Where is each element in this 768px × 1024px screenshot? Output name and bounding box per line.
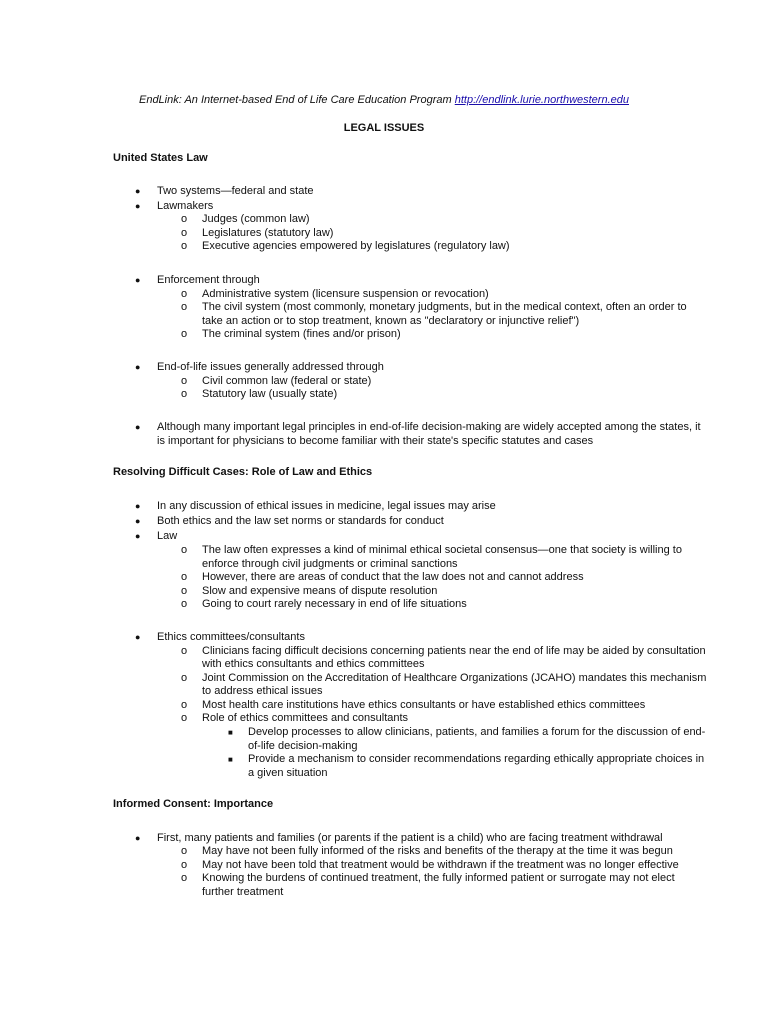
- list-item: First, many patients and families (or parents if the patient is a child) who are facing treatment withdrawal: [157, 832, 663, 844]
- sub-list-item: The criminal system (fines and/or prison): [202, 328, 401, 340]
- sub-list-item-continuation: take an action or to stop treatment, known as "declaratory or injunctive relief"): [202, 315, 580, 327]
- list-item: Although many important legal principles in end-of-life decision-making are widely accepted among the states, it: [157, 421, 701, 433]
- sub-bullet-marker: o: [181, 328, 188, 340]
- sub-list-item: Going to court rarely necessary in end of life situations: [202, 598, 467, 610]
- list-item: Law: [157, 530, 178, 542]
- sub-list-item: Statutory law (usually state): [202, 388, 338, 400]
- list-item: Two systems—federal and state: [157, 185, 314, 197]
- bullet-marker: ●: [135, 833, 141, 843]
- sub-list-item-continuation: with ethics consultants and ethics committees: [202, 658, 425, 670]
- square-bullet-marker: ■: [228, 728, 233, 737]
- list-item: In any discussion of ethical issues in medicine, legal issues may arise: [157, 500, 496, 512]
- sub-bullet-marker: o: [181, 375, 188, 387]
- sub-bullet-marker: o: [181, 712, 188, 724]
- sub-bullet-marker: o: [181, 645, 188, 657]
- sub-list-item: Joint Commission on the Accreditation of Healthcare Organizations (JCAHO) mandates this mechanism: [202, 672, 707, 684]
- bullet-marker: ●: [135, 501, 141, 511]
- sub-list-item-continuation: further treatment: [202, 886, 284, 898]
- sub-list-item-continuation: to address ethical issues: [202, 685, 323, 697]
- sub-bullet-marker: o: [181, 699, 188, 711]
- sub-bullet-marker: o: [181, 672, 188, 684]
- sub-bullet-marker: o: [181, 240, 188, 252]
- section-heading: Resolving Difficult Cases: Role of Law and Ethics: [113, 466, 373, 478]
- bullet-marker: ●: [135, 362, 141, 372]
- bullet-marker: ●: [135, 422, 141, 432]
- list-item: End-of-life issues generally addressed through: [157, 361, 384, 373]
- sub-bullet-marker: o: [181, 872, 188, 884]
- sub-list-item: May have not been fully informed of the risks and benefits of the therapy at the time it was begun: [202, 845, 673, 857]
- bullet-marker: ●: [135, 201, 141, 211]
- subsub-list-item: Provide a mechanism to consider recommendations regarding ethically appropriate choices in: [248, 753, 705, 765]
- list-item: Both ethics and the law set norms or standards for conduct: [157, 515, 444, 527]
- sub-list-item: May not have been told that treatment would be withdrawn if the treatment was no longer effective: [202, 859, 679, 871]
- sub-list-item-continuation: enforce through civil judgments or criminal sanctions: [202, 558, 458, 570]
- sub-list-item: Administrative system (licensure suspension or revocation): [202, 288, 489, 300]
- sub-list-item: The law often expresses a kind of minimal ethical societal consensus—one that society is willing to: [202, 544, 682, 556]
- sub-bullet-marker: o: [181, 859, 188, 871]
- sub-bullet-marker: o: [181, 388, 188, 400]
- sub-list-item: Role of ethics committees and consultants: [202, 712, 409, 724]
- sub-bullet-marker: o: [181, 227, 188, 239]
- header-text: EndLink: An Internet-based End of Life Care Education Program: [138, 94, 455, 106]
- sub-bullet-marker: o: [181, 288, 188, 300]
- document-header: [0, 94, 768, 108]
- section-heading: United States Law: [113, 152, 208, 164]
- bullet-marker: ●: [135, 531, 141, 541]
- subsub-list-item: Develop processes to allow clinicians, patients, and families a forum for the discussion of end-: [248, 726, 706, 738]
- sub-bullet-marker: o: [181, 585, 188, 597]
- sub-list-item: Clinicians facing difficult decisions concerning patients near the end of life may be aided by consultation: [202, 645, 706, 657]
- list-item: Enforcement through: [157, 274, 260, 286]
- subsub-list-item-continuation: of-life decision-making: [248, 740, 358, 752]
- sub-list-item: Slow and expensive means of dispute resolution: [202, 585, 438, 597]
- bullet-marker: ●: [135, 186, 141, 196]
- sub-bullet-marker: o: [181, 571, 188, 583]
- bullet-marker: ●: [135, 275, 141, 285]
- sub-list-item: Civil common law (federal or state): [202, 375, 372, 387]
- header-link[interactable]: http://endlink.lurie.northwestern.edu: [454, 94, 629, 106]
- sub-bullet-marker: o: [181, 301, 188, 313]
- sub-bullet-marker: o: [181, 544, 188, 556]
- sub-list-item: Legislatures (statutory law): [202, 227, 334, 239]
- sub-bullet-marker: o: [181, 213, 188, 225]
- sub-list-item: The civil system (most commonly, monetary judgments, but in the medical context, often an order to: [202, 301, 687, 313]
- section-heading: Informed Consent: Importance: [113, 798, 274, 810]
- list-item-continuation: is important for physicians to become familiar with their state's specific statutes and cases: [157, 435, 594, 447]
- bullet-marker: ●: [135, 516, 141, 526]
- sub-list-item: Executive agencies empowered by legislatures (regulatory law): [202, 240, 510, 252]
- subsub-list-item-continuation: a given situation: [248, 767, 328, 779]
- square-bullet-marker: ■: [228, 755, 233, 764]
- bullet-marker: ●: [135, 632, 141, 642]
- sub-bullet-marker: o: [181, 845, 188, 857]
- sub-list-item: Most health care institutions have ethics consultants or have established ethics committees: [202, 699, 646, 711]
- sub-bullet-marker: o: [181, 598, 188, 610]
- list-item: Lawmakers: [157, 200, 214, 212]
- sub-list-item: Judges (common law): [202, 213, 310, 225]
- page-title: LEGAL ISSUES: [343, 122, 425, 134]
- sub-list-item: Knowing the burdens of continued treatment, the fully informed patient or surrogate may not elect: [202, 872, 675, 884]
- sub-list-item: However, there are areas of conduct that the law does not and cannot address: [202, 571, 584, 583]
- list-item: Ethics committees/consultants: [157, 631, 305, 643]
